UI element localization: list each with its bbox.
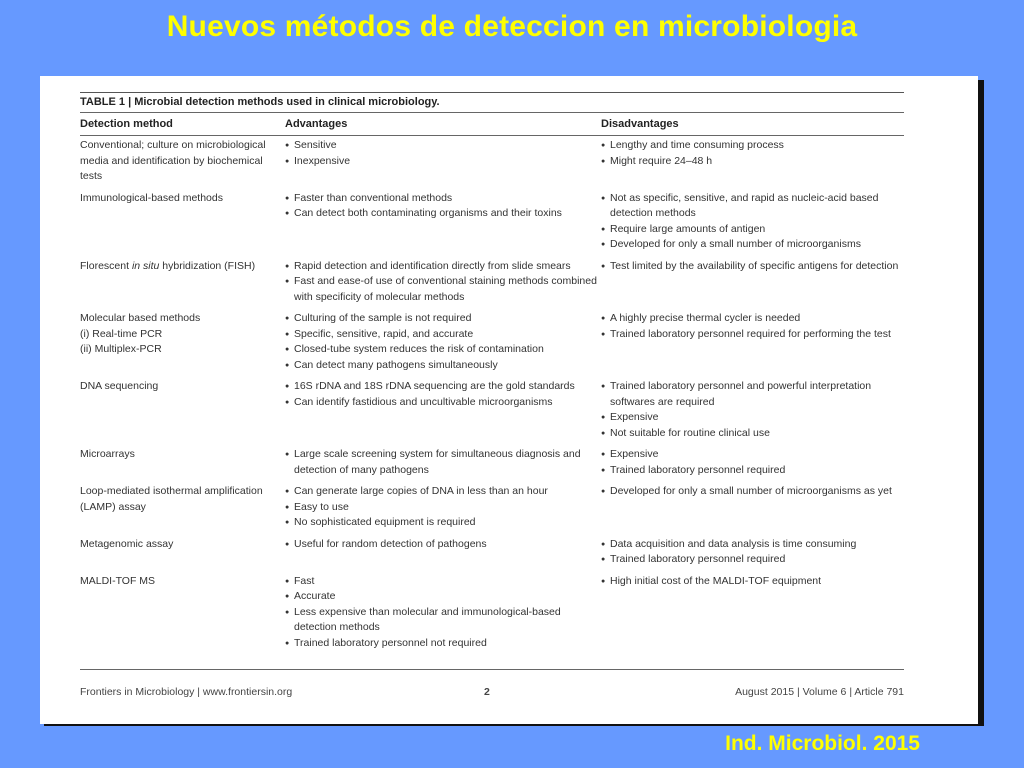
document-page [40,76,978,724]
method-cell [80,309,285,377]
method-name: (ii) Multiplex-PCR [80,343,162,355]
advantage-item: ● Fast [285,574,601,590]
disadvantages-list [601,574,904,590]
disadvantages-cell [601,377,904,445]
advantages-cell [285,257,601,310]
disadvantages-list [601,379,904,441]
advantages-cell [285,535,601,572]
advantages-list [285,311,601,373]
table-row [80,309,904,377]
footer-journal: Frontiers in Microbiology | www.frontiersin.org [80,686,293,698]
disadvantage-item: ● Data acquisition and data analysis is time consuming [601,537,904,553]
disadvantage-item: ● Trained laboratory personnel and powerful interpretation softwares are required [601,379,904,410]
disadvantages-cell [601,572,904,670]
disadvantage-item: ● Expensive [601,447,904,463]
disadvantages-list [601,537,904,568]
disadvantages-list [601,138,904,169]
method-cell [80,136,285,189]
advantage-item: ● Can identify fastidious and uncultivable microorganisms [285,395,601,411]
disadvantage-item: ● High initial cost of the MALDI-TOF equipment [601,574,904,590]
advantages-cell [285,572,601,670]
advantage-item: ● Accurate [285,589,601,605]
advantages-list [285,537,601,553]
table-container [80,94,904,670]
method-cell [80,257,285,310]
disadvantages-cell [601,257,904,310]
table-row [80,257,904,310]
advantages-cell [285,309,601,377]
disadvantages-list [601,484,904,500]
disadvantage-item: ● Not as specific, sensitive, and rapid as nucleic-acid based detection methods [601,191,904,222]
method-name: Microarrays [80,448,135,460]
disadvantages-list [601,191,904,253]
method-name: Florescent in situ hybridization (FISH) [80,259,256,272]
table-row [80,136,904,189]
disadvantages-cell [601,445,904,482]
method-cell [80,535,285,572]
table-caption: TABLE 1 | Microbial detection methods used in clinical microbiology. [80,92,904,112]
method-name: MALDI-TOF MS [80,574,156,587]
advantages-list [285,574,601,652]
advantages-list [285,379,601,410]
advantages-cell [285,136,601,189]
table-header-row [80,113,904,136]
advantage-item: ● Trained laboratory personnel not required [285,636,601,652]
table-row [80,445,904,482]
advantage-item: ● Can detect both contaminating organisms and their toxins [285,206,601,222]
advantage-item: ● Fast and ease-of use of conventional staining methods combined with specificity of molecular methods [285,274,601,305]
disadvantage-item: ● Require large amounts of antigen [601,222,904,238]
disadvantage-item: ● Trained laboratory personnel required [601,552,904,568]
detection-methods-table [80,112,904,670]
table-body [80,136,904,670]
advantage-item: ● Can detect many pathogens simultaneously [285,358,601,374]
method-name: Molecular based methods [80,312,201,324]
table-row [80,535,904,572]
footer-issue: August 2015 | Volume 6 | Article 791 [735,686,904,698]
disadvantage-item: ● Expensive [601,410,904,426]
disadvantage-item: ● Not suitable for routine clinical use [601,426,904,442]
disadvantages-cell [601,309,904,377]
table-row [80,482,904,535]
advantage-item: ● Inexpensive [285,154,601,170]
disadvantage-item: ● A highly precise thermal cycler is needed [601,311,904,327]
method-name: (i) Real-time PCR [80,327,163,340]
disadvantage-item: ● Trained laboratory personnel required for performing the test [601,327,904,343]
disadvantages-list [601,259,904,275]
advantage-item: ● Closed-tube system reduces the risk of contamination [285,342,601,358]
advantages-list [285,447,601,478]
advantage-item: ● Easy to use [285,500,601,516]
advantage-item: ● Rapid detection and identification directly from slide smears [285,259,601,275]
advantages-list [285,138,601,169]
advantage-item: ● Sensitive [285,138,601,154]
method-name: Loop-mediated isothermal amplification (LAMP) assay [80,485,263,513]
header-advantages: Advantages [285,113,601,136]
method-cell [80,482,285,535]
table-row [80,377,904,445]
method-name: Metagenomic assay [80,537,174,550]
disadvantages-list [601,447,904,478]
disadvantage-item: ● Trained laboratory personnel required [601,463,904,479]
advantage-item: ● Large scale screening system for simultaneous diagnosis and detection of many pathogens [285,447,601,478]
advantage-item: ● Faster than conventional methods [285,191,601,207]
disadvantages-cell [601,482,904,535]
advantages-list [285,191,601,222]
disadvantages-list [601,311,904,342]
method-cell [80,445,285,482]
advantages-cell [285,377,601,445]
header-detection-method: Detection method [80,113,285,136]
advantage-item: ● Can generate large copies of DNA in less than an hour [285,484,601,500]
advantages-cell [285,189,601,257]
advantage-item: ● No sophisticated equipment is required [285,515,601,531]
disadvantage-item: ● Developed for only a small number of microorganisms [601,237,904,253]
advantages-cell [285,445,601,482]
advantage-item: ● 16S rDNA and 18S rDNA sequencing are the gold standards [285,379,601,395]
advantage-item: ● Culturing of the sample is not required [285,311,601,327]
method-name: Immunological-based methods [80,191,223,204]
header-disadvantages: Disadvantages [601,113,904,136]
method-name: Conventional; culture on microbiological media and identification by biochemical tests [80,139,266,182]
method-name: DNA sequencing [80,380,159,392]
method-cell [80,377,285,445]
method-cell [80,189,285,257]
disadvantage-item: ● Lengthy and time consuming process [601,138,904,154]
table-row [80,189,904,257]
table-row [80,572,904,670]
disadvantage-item: ● Might require 24–48 h [601,154,904,170]
method-cell [80,572,285,670]
disadvantages-cell [601,136,904,189]
disadvantages-cell [601,535,904,572]
advantages-list [285,259,601,306]
slide-title: Nuevos métodos de deteccion en microbiologia [166,10,858,43]
advantage-item: ● Less expensive than molecular and immunological-based detection methods [285,605,601,636]
disadvantages-cell [601,189,904,257]
advantages-cell [285,482,601,535]
advantage-item: ● Specific, sensitive, rapid, and accurate [285,327,601,343]
advantages-list [285,484,601,531]
disadvantage-item: ● Test limited by the availability of specific antigens for detection [601,259,904,275]
disadvantage-item: ● Developed for only a small number of microorganisms as yet [601,484,904,500]
footer-page-number: 2 [484,686,490,698]
advantage-item: ● Useful for random detection of pathogens [285,537,601,553]
citation: Ind. Microbiol. 2015 [725,732,920,755]
